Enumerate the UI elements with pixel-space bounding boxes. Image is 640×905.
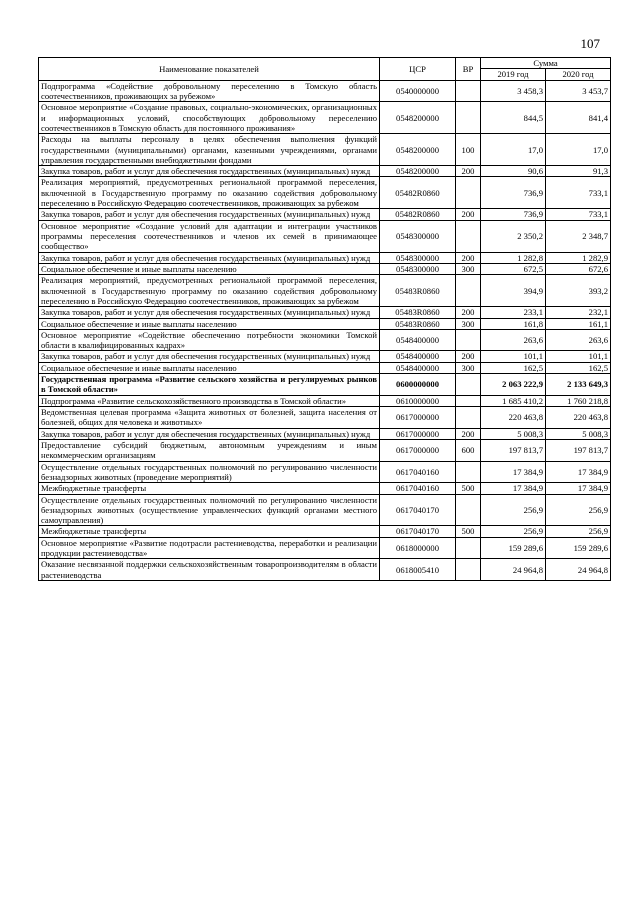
row-name: Подпрограмма «Содействие добровольному переселению в Томскую область соотечественников, проживающих за рубежом»: [39, 80, 380, 102]
row-vr: [456, 461, 481, 483]
row-name: Основное мероприятие «Развитие подотрасли растениеводства, переработки и реализации продукции растениеводства»: [39, 537, 380, 559]
header-name: Наименование показателей: [39, 58, 380, 81]
row-csr: 0548200000: [380, 166, 456, 177]
table-row: [39, 374, 611, 396]
row-csr: 0618000000: [380, 537, 456, 559]
table-row: [39, 537, 611, 559]
row-csr: 0548200000: [380, 102, 456, 134]
row-name: Подпрограмма «Развитие сельскохозяйственного производства в Томской области»: [39, 395, 380, 406]
row-csr: 0617000000: [380, 428, 456, 439]
row-2020: 2 133 649,3: [546, 374, 611, 396]
row-2019: 844,5: [481, 102, 546, 134]
row-2019: 233,1: [481, 307, 546, 318]
row-vr: [456, 102, 481, 134]
row-2020: 17 384,9: [546, 483, 611, 494]
table-row: [39, 407, 611, 429]
row-2019: 3 458,3: [481, 80, 546, 102]
row-2019: 736,9: [481, 209, 546, 220]
row-2019: 263,6: [481, 329, 546, 351]
row-name: Предоставление субсидий бюджетным, автономным учреждениям и иным некоммерческим организациям: [39, 439, 380, 461]
row-name: Закупка товаров, работ и услуг для обеспечения государственных (муниципальных) нужд: [39, 351, 380, 362]
row-2019: 220 463,8: [481, 407, 546, 429]
page-number: 107: [580, 36, 600, 51]
row-vr: [456, 329, 481, 351]
row-name: Закупка товаров, работ и услуг для обеспечения государственных (муниципальных) нужд: [39, 209, 380, 220]
row-name: Осуществление отдельных государственных полномочий по регулированию численности безнадзорных животных (проведение мероприятий): [39, 461, 380, 483]
header-sum: Сумма: [481, 58, 611, 69]
row-2020: 232,1: [546, 307, 611, 318]
table-row: [39, 166, 611, 177]
table-row: [39, 102, 611, 134]
row-csr: 0548300000: [380, 252, 456, 263]
budget-table: [38, 57, 611, 581]
row-vr: 100: [456, 134, 481, 166]
table-row: [39, 263, 611, 274]
row-2020: 161,1: [546, 318, 611, 329]
table-row: [39, 80, 611, 102]
row-name: Реализация мероприятий, предусмотренных региональной программой переселения, включенной в Государственную программу по оказанию содействия добровольному переселению в Российскую Федерацию соотечественников, проживающих за рубежом: [39, 275, 380, 307]
row-2019: 2 350,2: [481, 220, 546, 252]
row-vr: [456, 559, 481, 581]
row-name: Социальное обеспечение и иные выплаты населению: [39, 362, 380, 373]
row-name: Межбюджетные трансферты: [39, 483, 380, 494]
table-header: [39, 58, 611, 81]
row-2020: 1 282,9: [546, 252, 611, 263]
row-2020: 841,4: [546, 102, 611, 134]
row-2019: 197 813,7: [481, 439, 546, 461]
row-vr: [456, 80, 481, 102]
row-vr: 300: [456, 318, 481, 329]
row-2020: 672,6: [546, 263, 611, 274]
row-name: Государственная программа «Развитие сельского хозяйства и регулируемых рынков в Томской области»: [39, 374, 380, 396]
row-csr: 0600000000: [380, 374, 456, 396]
table-row: [39, 329, 611, 351]
row-vr: [456, 494, 481, 526]
row-2020: 263,6: [546, 329, 611, 351]
row-2019: 17 384,9: [481, 461, 546, 483]
row-2020: 220 463,8: [546, 407, 611, 429]
header-vr: ВР: [456, 58, 481, 81]
row-2019: 17 384,9: [481, 483, 546, 494]
row-csr: 0617040170: [380, 494, 456, 526]
row-2019: 1 282,8: [481, 252, 546, 263]
row-csr: 0617000000: [380, 407, 456, 429]
row-name: Закупка товаров, работ и услуг для обеспечения государственных (муниципальных) нужд: [39, 252, 380, 263]
row-2020: 256,9: [546, 494, 611, 526]
row-name: Расходы на выплаты персоналу в целях обеспечения выполнения функций государственными (муниципальными) органами, казенными учреждениями, органами управления государственными внебюджетными фондами: [39, 134, 380, 166]
table-row: [39, 318, 611, 329]
row-2019: 162,5: [481, 362, 546, 373]
row-csr: 0548200000: [380, 134, 456, 166]
row-name: Закупка товаров, работ и услуг для обеспечения государственных (муниципальных) нужд: [39, 166, 380, 177]
table-row: [39, 209, 611, 220]
row-vr: 200: [456, 166, 481, 177]
row-2020: 197 813,7: [546, 439, 611, 461]
row-2019: 17,0: [481, 134, 546, 166]
row-2020: 162,5: [546, 362, 611, 373]
row-vr: [456, 395, 481, 406]
row-2020: 3 453,7: [546, 80, 611, 102]
table-row: [39, 220, 611, 252]
row-vr: [456, 407, 481, 429]
table-row: [39, 275, 611, 307]
row-2019: 256,9: [481, 494, 546, 526]
row-csr: 0617040160: [380, 461, 456, 483]
row-2020: 17 384,9: [546, 461, 611, 483]
row-name: Оказание несвязанной поддержки сельскохозяйственным товаропроизводителям в области растениеводства: [39, 559, 380, 581]
row-csr: 0617000000: [380, 439, 456, 461]
row-vr: 600: [456, 439, 481, 461]
row-2019: 736,9: [481, 177, 546, 209]
row-vr: [456, 537, 481, 559]
row-vr: 200: [456, 209, 481, 220]
row-csr: 0548400000: [380, 329, 456, 351]
row-csr: 0617040170: [380, 526, 456, 537]
row-2019: 159 289,6: [481, 537, 546, 559]
row-vr: 300: [456, 362, 481, 373]
row-vr: [456, 177, 481, 209]
row-name: Ведомственная целевая программа «Защита животных от болезней, защита населения от болезней, общих для человека и животных»: [39, 407, 380, 429]
row-vr: 200: [456, 307, 481, 318]
row-csr: 05482R0860: [380, 177, 456, 209]
row-csr: 0548300000: [380, 220, 456, 252]
table-row: [39, 439, 611, 461]
row-vr: 500: [456, 483, 481, 494]
table-row: [39, 252, 611, 263]
row-2020: 17,0: [546, 134, 611, 166]
row-2020: 5 008,3: [546, 428, 611, 439]
row-2020: 24 964,8: [546, 559, 611, 581]
row-csr: 0610000000: [380, 395, 456, 406]
row-vr: 200: [456, 252, 481, 263]
table-row: [39, 177, 611, 209]
row-csr: 0548300000: [380, 263, 456, 274]
table-row: [39, 395, 611, 406]
table-row: [39, 362, 611, 373]
row-name: Основное мероприятие «Содействие обеспечению потребности экономики Томской области в квалифицированных кадрах»: [39, 329, 380, 351]
row-vr: 500: [456, 526, 481, 537]
row-name: Закупка товаров, работ и услуг для обеспечения государственных (муниципальных) нужд: [39, 428, 380, 439]
row-csr: 05482R0860: [380, 209, 456, 220]
row-name: Закупка товаров, работ и услуг для обеспечения государственных (муниципальных) нужд: [39, 307, 380, 318]
row-2020: 1 760 218,8: [546, 395, 611, 406]
row-vr: [456, 220, 481, 252]
row-2020: 733,1: [546, 209, 611, 220]
row-name: Социальное обеспечение и иные выплаты населению: [39, 318, 380, 329]
table-row: [39, 494, 611, 526]
row-name: Основное мероприятие «Создание правовых, социально-экономических, организационных и информационных условий, способствующих добровольному переселению соотечественников в Томскую область для постоянного проживания»: [39, 102, 380, 134]
row-2019: 90,6: [481, 166, 546, 177]
row-csr: 05483R0860: [380, 275, 456, 307]
row-vr: 200: [456, 428, 481, 439]
row-2019: 101,1: [481, 351, 546, 362]
row-name: Осуществление отдельных государственных полномочий по регулированию численности безнадзорных животных (осуществление управленческих функций органами местного самоуправления): [39, 494, 380, 526]
row-2020: 256,9: [546, 526, 611, 537]
row-csr: 0617040160: [380, 483, 456, 494]
table-row: [39, 351, 611, 362]
header-2020: 2020 год: [546, 69, 611, 80]
row-csr: 0618005410: [380, 559, 456, 581]
row-name: Реализация мероприятий, предусмотренных региональной программой переселения, включенной в Государственную программу по оказанию содействия добровольному переселению в Российскую Федерацию соотечественников, проживающих за рубежом: [39, 177, 380, 209]
row-2020: 101,1: [546, 351, 611, 362]
table-row: [39, 483, 611, 494]
row-2020: 159 289,6: [546, 537, 611, 559]
row-2019: 2 063 222,9: [481, 374, 546, 396]
row-2019: 394,9: [481, 275, 546, 307]
row-2019: 672,5: [481, 263, 546, 274]
row-vr: 200: [456, 351, 481, 362]
table-row: [39, 559, 611, 581]
row-name: Основное мероприятие «Создание условий для адаптации и интеграции участников программы переселения соотечественников и членов их семей в принимающее сообщество»: [39, 220, 380, 252]
row-csr: 0548400000: [380, 362, 456, 373]
row-2019: 5 008,3: [481, 428, 546, 439]
header-csr: ЦСР: [380, 58, 456, 81]
table-row: [39, 307, 611, 318]
row-2019: 1 685 410,2: [481, 395, 546, 406]
row-csr: 05483R0860: [380, 307, 456, 318]
table-row: [39, 134, 611, 166]
row-vr: [456, 374, 481, 396]
row-csr: 0548400000: [380, 351, 456, 362]
row-2019: 24 964,8: [481, 559, 546, 581]
row-2020: 91,3: [546, 166, 611, 177]
table-row: [39, 461, 611, 483]
header-2019: 2019 год: [481, 69, 546, 80]
table-row: [39, 526, 611, 537]
row-csr: 0540000000: [380, 80, 456, 102]
row-2020: 393,2: [546, 275, 611, 307]
row-2019: 161,8: [481, 318, 546, 329]
row-2019: 256,9: [481, 526, 546, 537]
row-vr: [456, 275, 481, 307]
row-2020: 2 348,7: [546, 220, 611, 252]
table-body: [39, 80, 611, 580]
row-2020: 733,1: [546, 177, 611, 209]
row-name: Межбюджетные трансферты: [39, 526, 380, 537]
table-row: [39, 428, 611, 439]
row-csr: 05483R0860: [380, 318, 456, 329]
row-vr: 300: [456, 263, 481, 274]
row-name: Социальное обеспечение и иные выплаты населению: [39, 263, 380, 274]
